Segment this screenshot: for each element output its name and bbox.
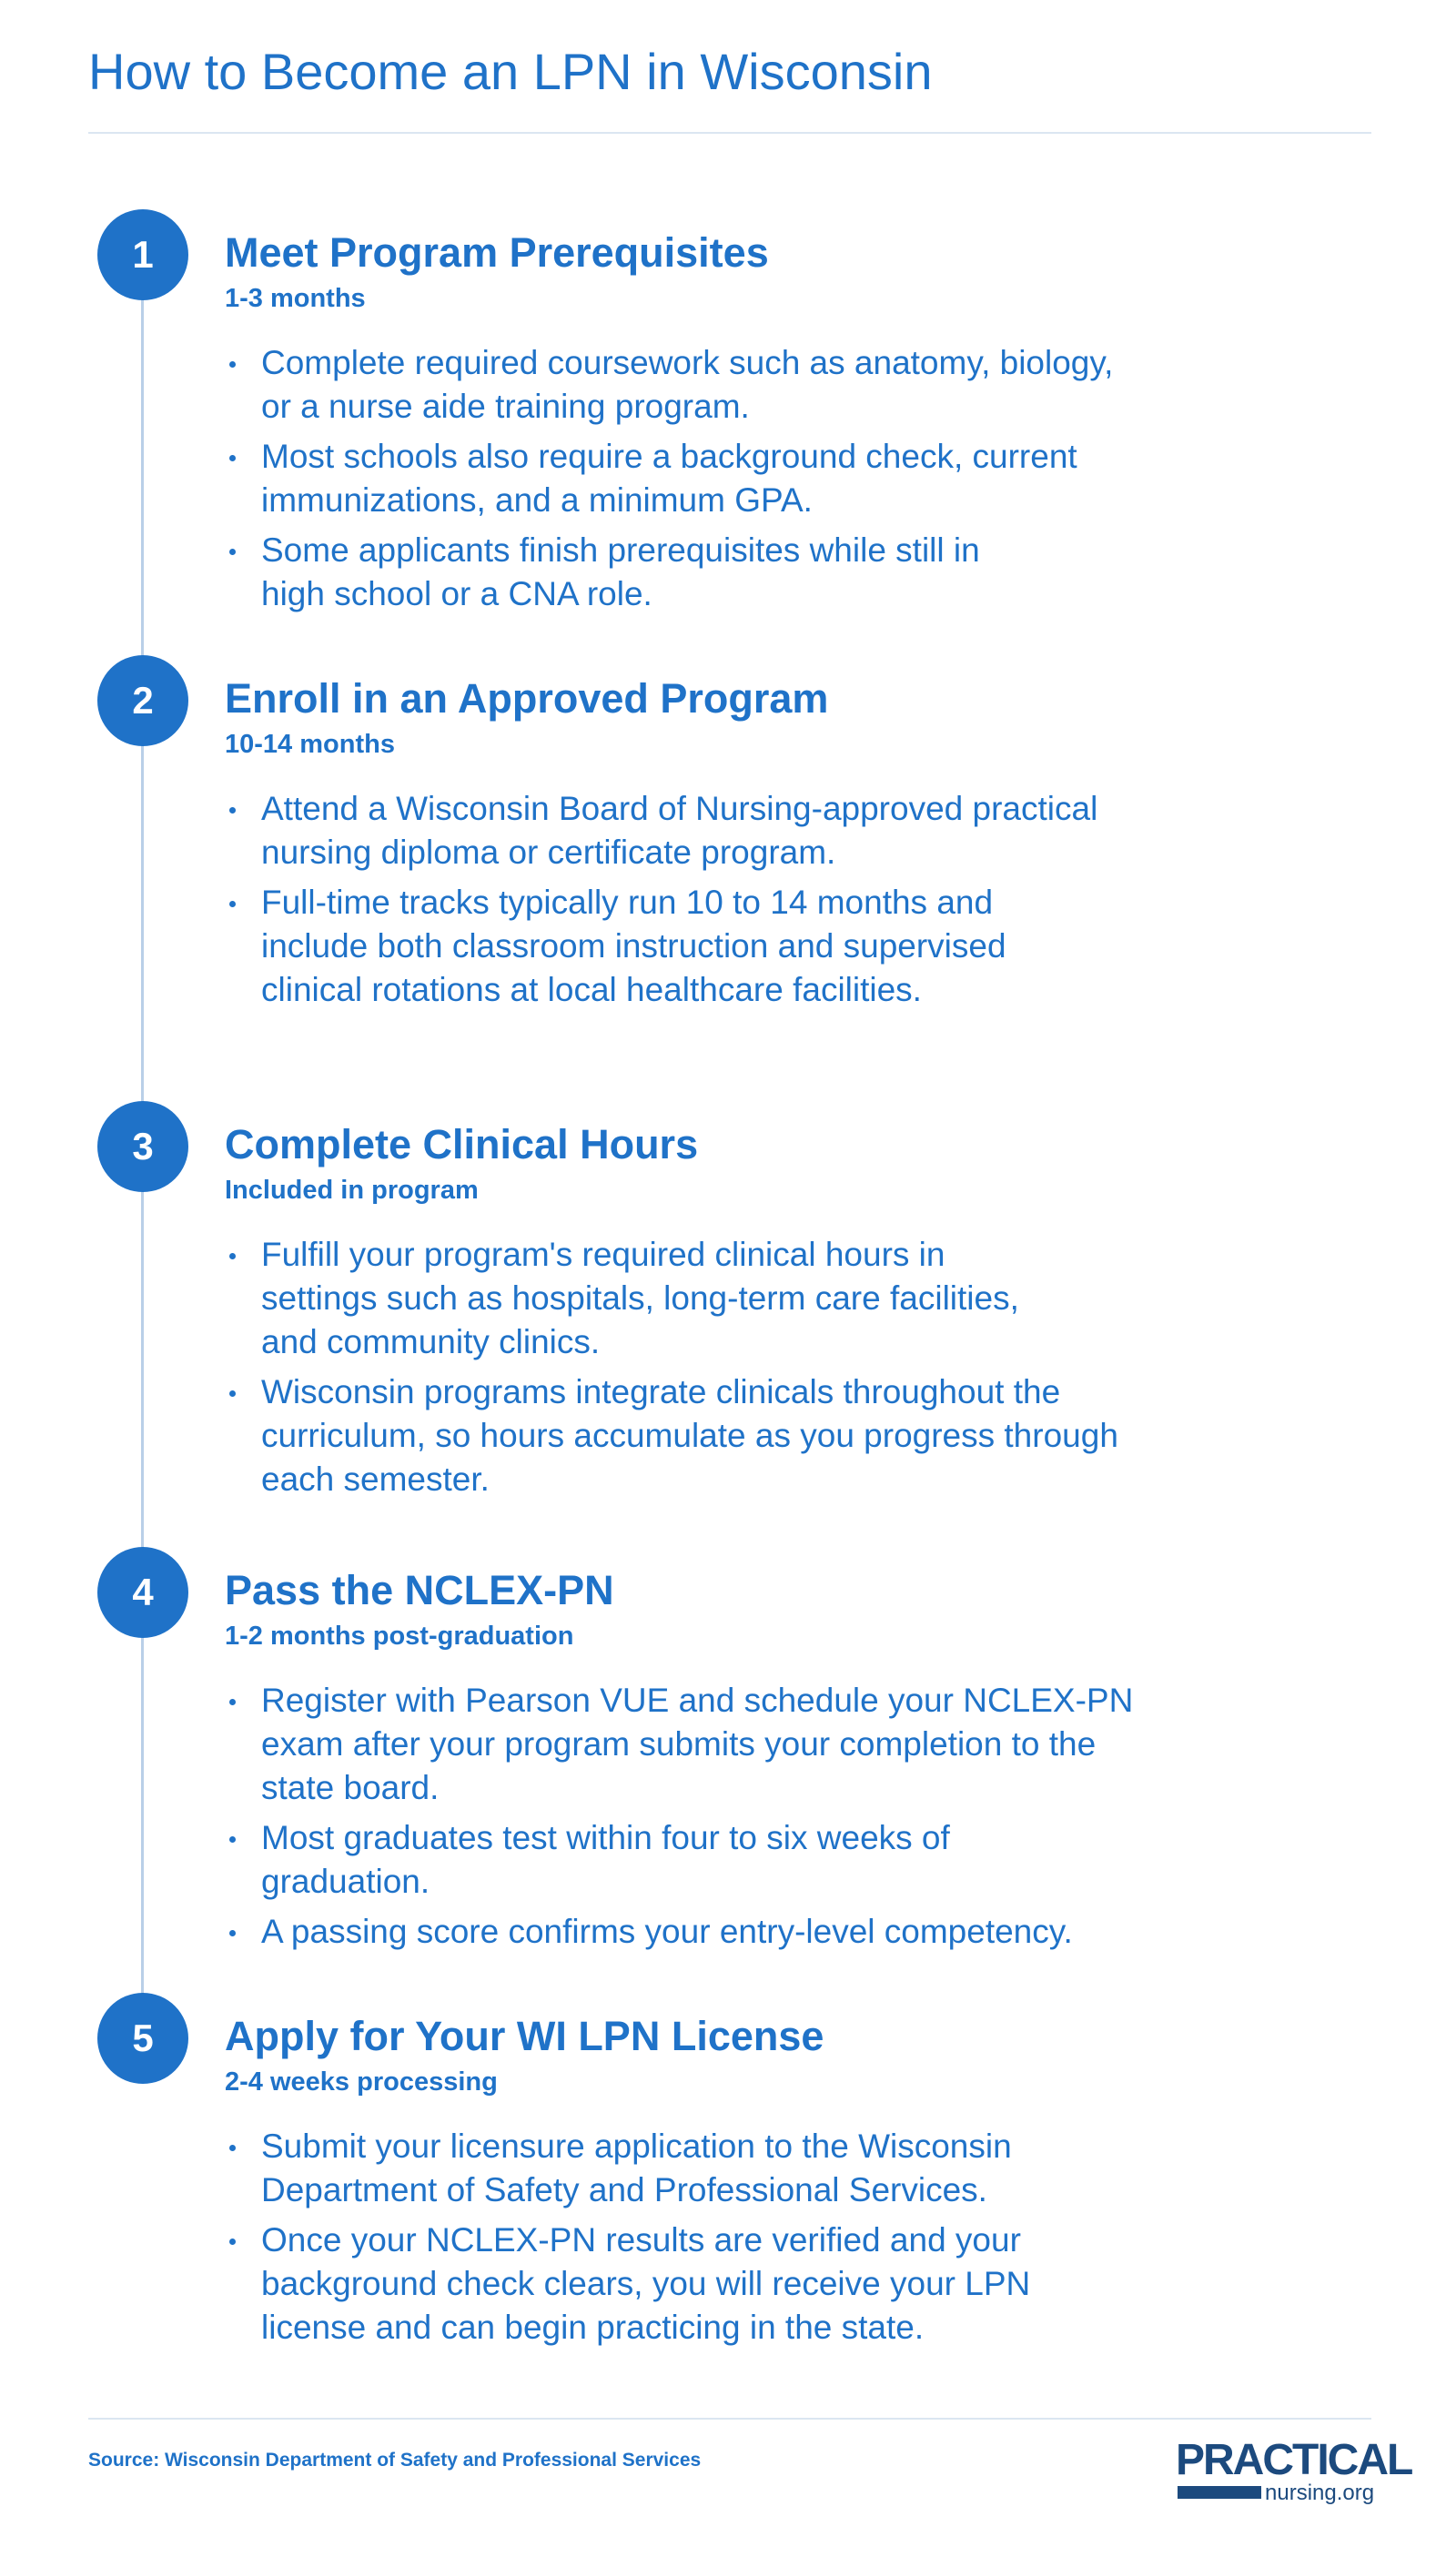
step-number-badge: 2	[97, 655, 188, 746]
bullet-item	[225, 1679, 1226, 1810]
bullet-text: Register with Pearson VUE and schedule your NCLEX-PN exam after your program submits your completion to the state board.	[261, 1682, 1134, 1806]
bullet-text: Attend a Wisconsin Board of Nursing-approved practical nursing diploma or certificate program.	[261, 790, 1098, 871]
bullet-text: Submit your licensure application to the Wisconsin Department of Safety and Professional Services.	[261, 2127, 1012, 2208]
step-number-badge: 1	[97, 209, 188, 300]
bullet-text: Complete required coursework such as anatomy, biology, or a nurse aide training program.	[261, 344, 1114, 425]
logo-subtext: nursing.org	[1265, 2481, 1375, 2505]
page-title: How to Become an LPN in Wisconsin	[88, 43, 933, 100]
bullet-text: Wisconsin programs integrate clinicals throughout the curriculum, so hours accumulate as you progress through each semester.	[261, 1373, 1118, 1498]
step-number-badge: 5	[97, 1993, 188, 2084]
bullet-item	[225, 1910, 1226, 1954]
logo-bar	[1178, 2486, 1261, 2499]
bullet-text: Full-time tracks typically run 10 to 14 months and include both classroom instruction and supervised clinical rotations at local healthcare facilities.	[261, 884, 1006, 1008]
step-bullet-list	[225, 787, 1226, 1018]
step-duration: 1-3 months	[225, 284, 366, 313]
footer-divider	[88, 2418, 1371, 2420]
step-number-badge: 4	[97, 1547, 188, 1638]
step-title: Enroll in an Approved Program	[225, 675, 829, 722]
bullet-text: Most graduates test within four to six weeks of graduation.	[261, 1819, 950, 1900]
bullet-item	[225, 2125, 1226, 2212]
bullet-text: Some applicants finish prerequisites while still in high school or a CNA role.	[261, 531, 980, 612]
bullet-item	[225, 1816, 1226, 1904]
step-bullet-list	[225, 341, 1226, 622]
bullet-text: Fulfill your program's required clinical hours in settings such as hospitals, long-term care facilities, and community clinics.	[261, 1236, 1019, 1360]
step-duration: 10-14 months	[225, 730, 395, 759]
bullet-text: Once your NCLEX-PN results are verified and your background check clears, you will receive your LPN license and can begin practicing in the state.	[261, 2221, 1031, 2346]
bullet-item	[225, 341, 1226, 429]
bullet-item	[225, 1233, 1226, 1364]
logo-wordmark: PRACTICAL	[1176, 2436, 1412, 2484]
step-title: Complete Clinical Hours	[225, 1121, 699, 1167]
bullet-text: Most schools also require a background check, current immunizations, and a minimum GPA.	[261, 438, 1077, 519]
bullet-item	[225, 881, 1226, 1012]
step-bullet-list	[225, 2125, 1226, 2356]
source-note: Source: Wisconsin Department of Safety and Professional Services	[88, 2450, 702, 2471]
bullet-item	[225, 529, 1226, 616]
step-title: Apply for Your WI LPN License	[225, 2013, 824, 2059]
step-number-badge: 3	[97, 1101, 188, 1192]
bullet-item	[225, 2218, 1226, 2350]
step-title: Pass the NCLEX-PN	[225, 1567, 614, 1613]
step-duration: 2-4 weeks processing	[225, 2067, 498, 2097]
header-divider	[88, 132, 1371, 134]
bullet-item	[225, 1370, 1226, 1501]
step-bullet-list	[225, 1679, 1226, 1960]
bullet-item	[225, 435, 1226, 522]
step-duration: Included in program	[225, 1176, 479, 1205]
step-duration: 1-2 months post-graduation	[225, 1622, 574, 1651]
practical-nursing-logo	[1176, 2435, 1412, 2506]
step-title: Meet Program Prerequisites	[225, 229, 769, 276]
step-bullet-list	[225, 1233, 1226, 1508]
bullet-item	[225, 787, 1226, 874]
bullet-text: A passing score confirms your entry-level competency.	[261, 1913, 1073, 1950]
